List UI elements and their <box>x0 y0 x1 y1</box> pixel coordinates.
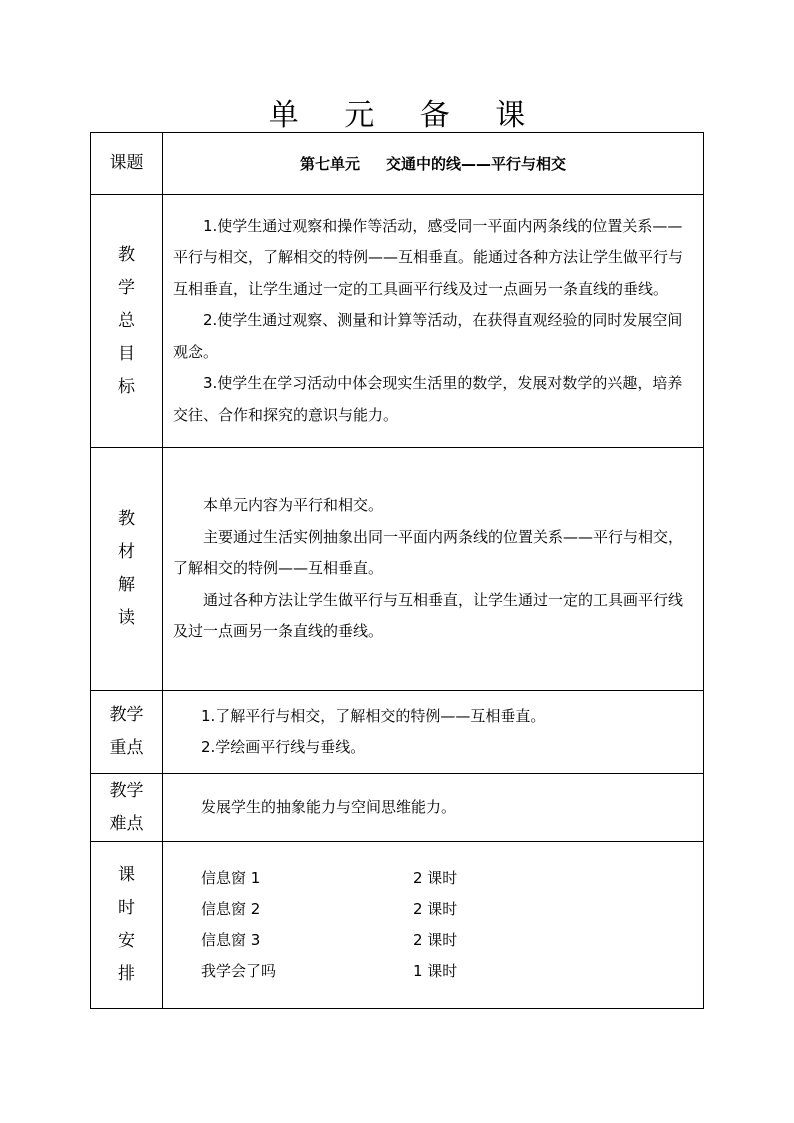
material-label-char: 读 <box>118 608 135 628</box>
material-label-char: 解 <box>118 575 135 595</box>
key-points-content <box>163 691 704 774</box>
page-title: 单 元 备 课 <box>268 98 544 133</box>
schedule-label-char: 排 <box>118 964 135 984</box>
schedule-item-hours: 1 课时 <box>413 962 458 980</box>
header-row <box>91 133 704 195</box>
goals-label-char: 总 <box>118 310 135 331</box>
schedule-item-hours: 2 课时 <box>413 931 458 949</box>
schedule-item-hours: 2 课时 <box>413 900 458 918</box>
key-points-row <box>91 691 704 774</box>
schedule-label-char: 课 <box>118 865 135 885</box>
goals-label-char: 标 <box>118 376 135 397</box>
schedule-label-char: 时 <box>118 898 135 918</box>
schedule-item <box>173 863 695 894</box>
material-paragraph: 通过各种方法让学生做平行与互相垂直，让学生通过一定的工具画平行线及过一点画另一条直线的垂线。 <box>173 590 684 641</box>
schedule-item <box>173 894 695 925</box>
header-label: 课题 <box>91 133 163 195</box>
schedule-item-hours: 2 课时 <box>413 869 458 887</box>
goals-content <box>163 195 704 448</box>
material-row <box>91 448 704 691</box>
key-point-item: 2.学绘画平行线与垂线。 <box>201 738 366 756</box>
goals-label-char: 学 <box>118 277 135 298</box>
unit-name: 第七单元 <box>299 155 360 173</box>
material-label-char: 材 <box>118 542 135 562</box>
difficulties-row <box>91 774 704 842</box>
schedule-item <box>173 956 695 987</box>
difficulties-label-line: 教学 <box>109 780 144 801</box>
goals-row <box>91 195 704 448</box>
goals-label-char: 教 <box>118 244 135 265</box>
schedule-content <box>163 842 704 1009</box>
difficulties-content <box>163 774 704 842</box>
goal-paragraph: 3.使学生在学习活动中体会现实生活里的数学，发展对数学的兴趣，培养交往、合作和探究的意识与能力。 <box>173 374 683 424</box>
material-label-char: 教 <box>118 509 135 529</box>
goal-paragraph: 1.使学生通过观察和操作等活动，感受同一平面内两条线的位置关系——平行与相交，了解相交的特例——互相垂直。能通过各种方法让学生做平行与互相垂直，让学生通过一定的工具画平行线及过一点画另一条直线的垂线。 <box>173 216 684 298</box>
goals-label-char: 目 <box>118 343 135 364</box>
material-paragraph: 主要通过生活实例抽象出同一平面内两条线的位置关系——平行与相交，了解相交的特例——互相垂直。 <box>173 527 684 578</box>
schedule-item-name: 我学会了吗 <box>201 962 277 980</box>
key-point-item: 1.了解平行与相交，了解相交的特例——互相垂直。 <box>201 707 546 725</box>
material-paragraph: 本单元内容为平行和相交。 <box>203 496 384 515</box>
schedule-row <box>91 842 704 1009</box>
key-points-label-line: 教学 <box>109 705 144 725</box>
difficulty-text: 发展学生的抽象能力与空间思维能力。 <box>201 798 457 816</box>
header-topic-cell <box>163 133 704 195</box>
goal-paragraph: 2.使学生通过观察、测量和计算等活动，在获得直观经验的同时发展空间观念。 <box>173 311 683 361</box>
unit-topic: 交通中的线——平行与相交 <box>386 155 567 173</box>
difficulties-label <box>91 774 163 842</box>
schedule-item-name: 信息窗 2 <box>201 900 261 918</box>
lesson-plan-table <box>90 132 704 1009</box>
material-content <box>163 448 704 691</box>
schedule-label-char: 安 <box>118 931 135 951</box>
schedule-label <box>91 842 163 1009</box>
schedule-item <box>173 925 695 956</box>
goals-label <box>91 195 163 448</box>
material-label <box>91 448 163 691</box>
difficulties-label-line: 难点 <box>109 813 144 834</box>
schedule-item-name: 信息窗 1 <box>201 869 261 887</box>
key-points-label-line: 重点 <box>109 738 144 758</box>
schedule-item-name: 信息窗 3 <box>201 931 261 949</box>
key-points-label <box>91 691 163 774</box>
